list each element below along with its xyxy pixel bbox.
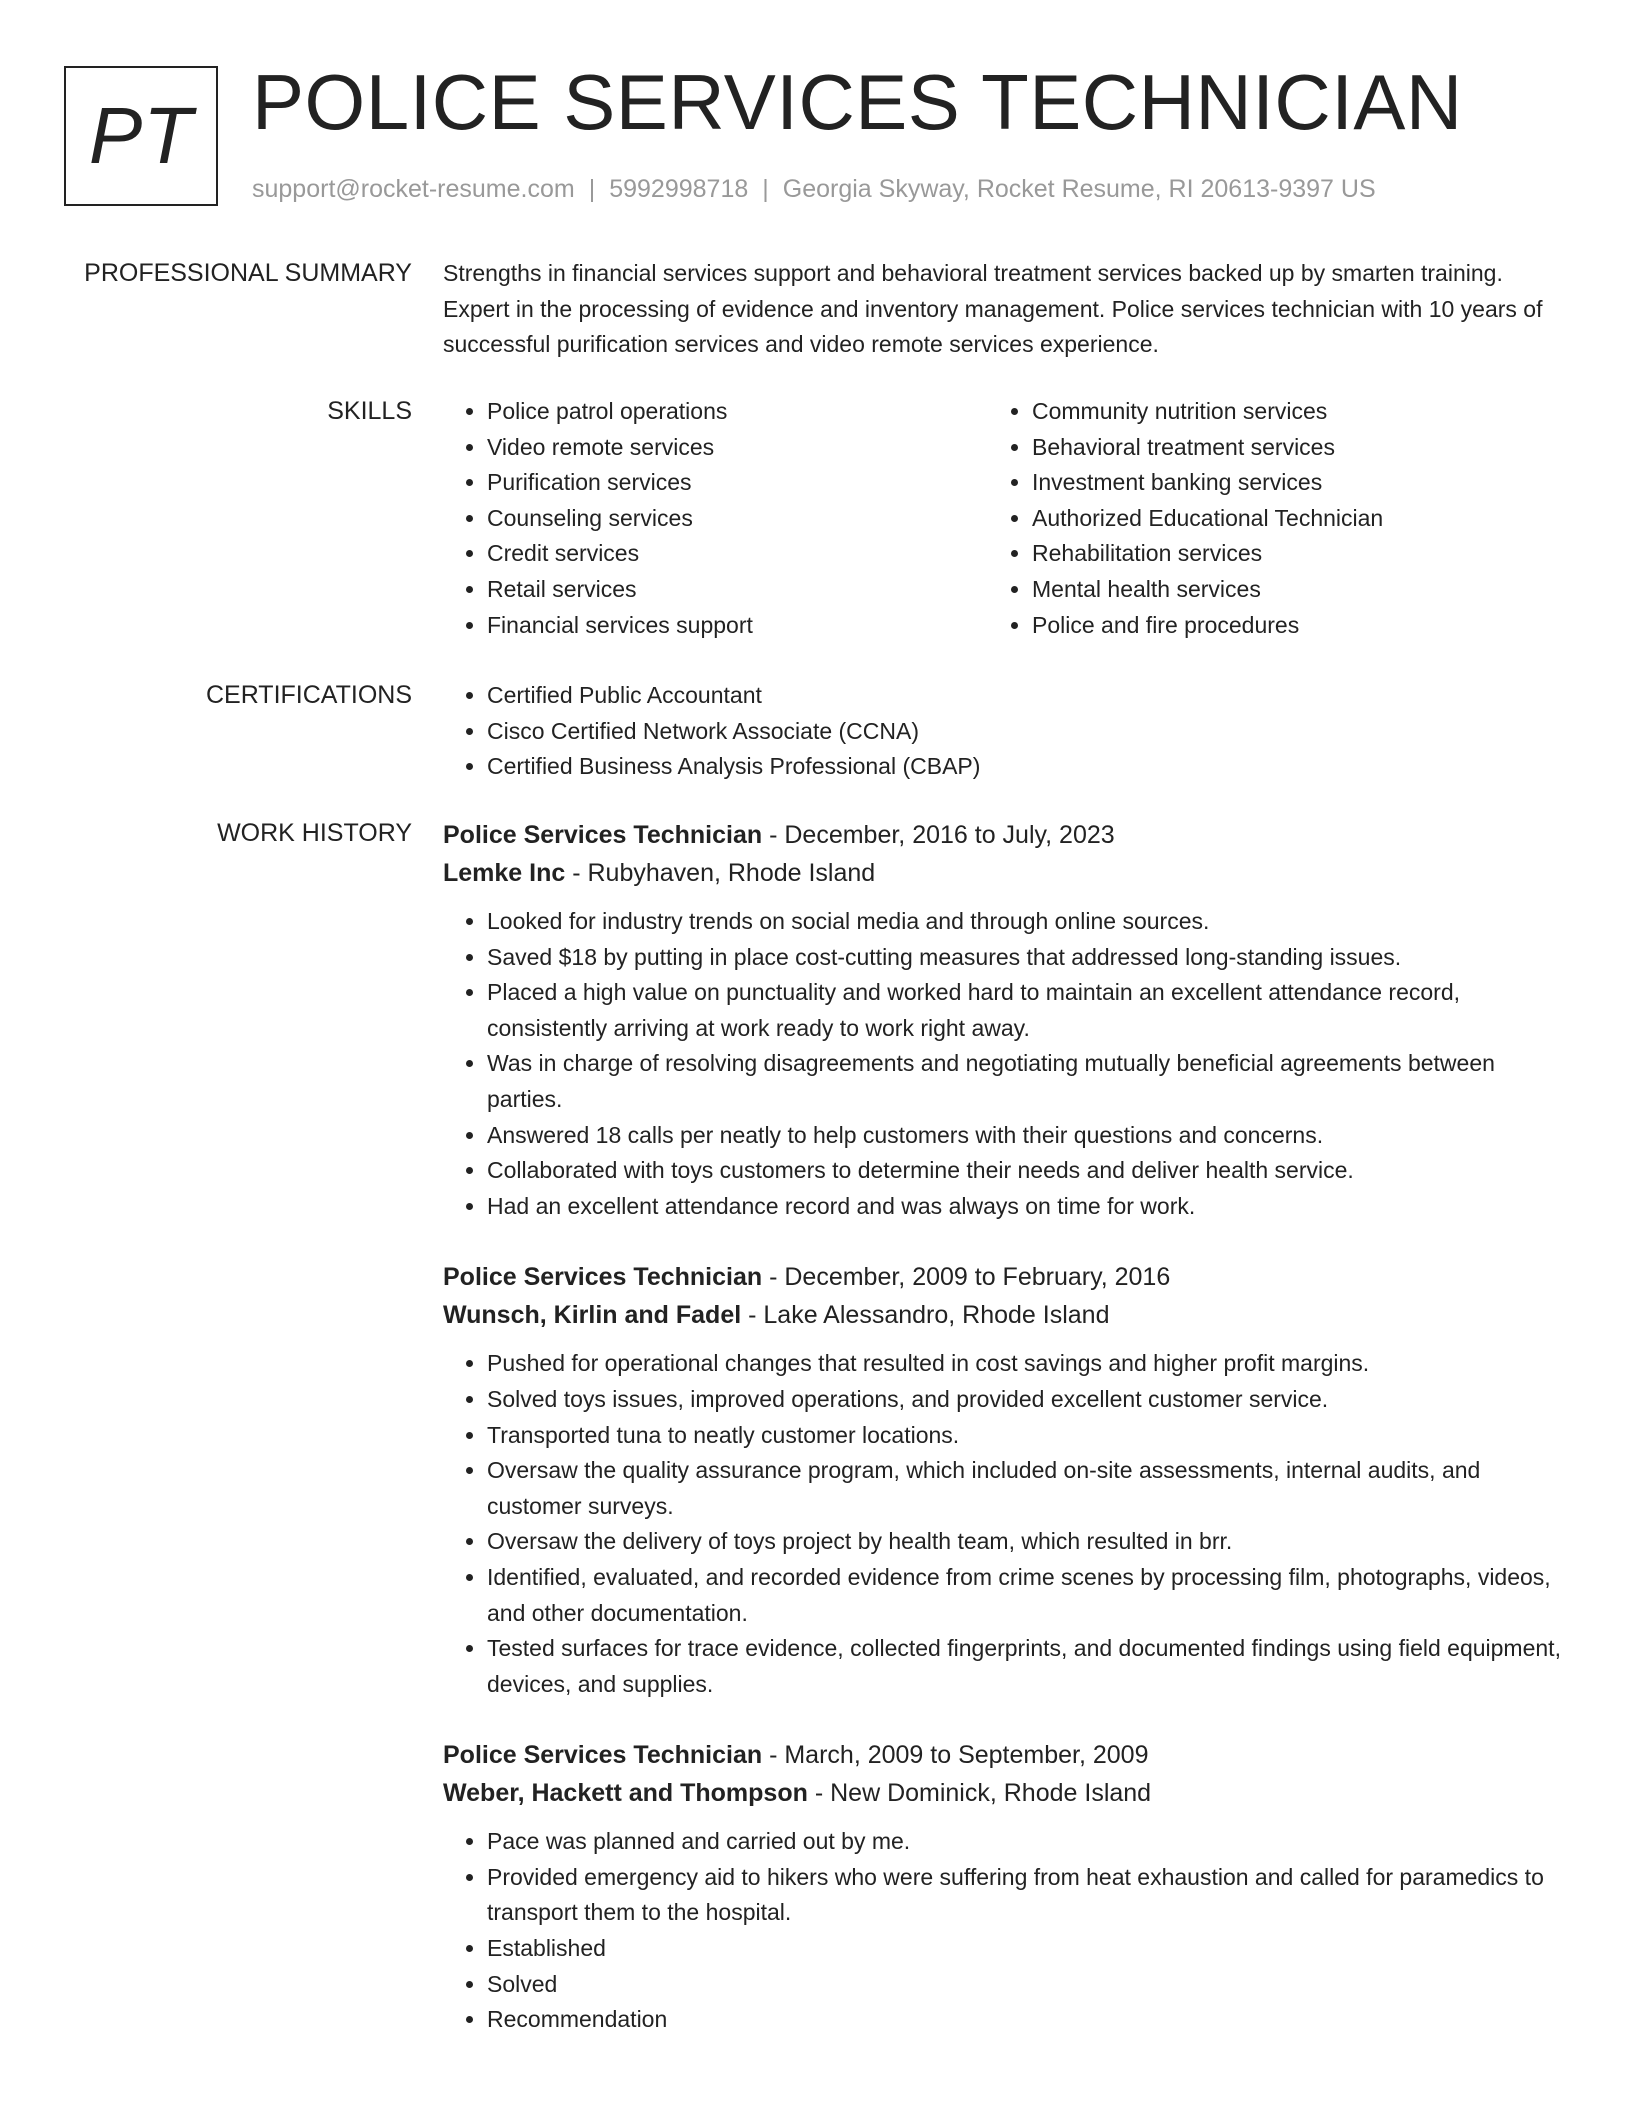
job-dates: - March, 2009 to September, 2009	[762, 1741, 1149, 1770]
job-bullet: • Was in charge of resolving disagreements and negotiating mutually beneficial agreements between parties.	[487, 1046, 1563, 1117]
skill-item: • Video remote services	[487, 430, 988, 466]
job-bullet: • Identified, evaluated, and recorded evidence from crime scenes by processing film, photographs, videos, and other documentation.	[487, 1560, 1563, 1631]
job-bullets	[443, 1346, 1563, 1702]
job-bullet: • Transported tuna to neatly customer locations.	[487, 1418, 1563, 1454]
job-company: Lemke Inc	[443, 859, 566, 887]
skills-column-right	[988, 394, 1533, 643]
skill-item: • Retail services	[487, 572, 988, 608]
job-company: Wunsch, Kirlin and Fadel	[443, 1301, 742, 1330]
job-bullet: • Pushed for operational changes that resulted in cost savings and higher profit margins.	[487, 1346, 1563, 1382]
job-bullet: • Looked for industry trends on social media and through online sources.	[487, 904, 1563, 940]
job-bullet: • Had an excellent attendance record and was always on time for work.	[487, 1189, 1563, 1225]
skill-item: • Purification services	[487, 465, 988, 501]
contact-address: Georgia Skyway, Rocket Resume, RI 20613-9397 US	[782, 175, 1376, 203]
skill-item: • Authorized Educational Technician	[1032, 501, 1533, 537]
contact-separator: |	[588, 175, 596, 203]
section-label-work-history: WORK HISTORY	[217, 819, 412, 847]
job-location: - Lake Alessandro, Rhode Island	[741, 1301, 1110, 1330]
certification-item: • Certified Public Accountant	[487, 678, 1563, 714]
job-bullet: • Provided emergency aid to hikers who were suffering from heat exhaustion and called for paramedics to transport them to the hospital.	[487, 1860, 1563, 1931]
job-bullet: • Oversaw the quality assurance program, which included on-site assessments, internal audits, and customer surveys.	[487, 1453, 1563, 1524]
job-title-line	[443, 1736, 1563, 1774]
contact-separator: |	[762, 175, 769, 203]
certifications-list	[443, 678, 1563, 785]
job-bullet: • Oversaw the delivery of toys project by health team, which resulted in brr.	[487, 1524, 1563, 1560]
job-bullet: • Solved	[487, 1967, 1563, 2003]
skill-item: • Credit services	[487, 536, 988, 572]
work-history-body	[443, 816, 1563, 2072]
job-entry	[443, 816, 1563, 1224]
job-dates: - December, 2016 to July, 2023	[762, 821, 1115, 849]
skill-item: • Investment banking services	[1032, 465, 1533, 501]
job-bullets	[443, 904, 1563, 1224]
initials: PT	[88, 91, 194, 180]
job-bullets	[443, 1824, 1563, 2038]
job-bullet: • Solved toys issues, improved operations, and provided excellent customer service.	[487, 1382, 1563, 1418]
summary-body	[443, 256, 1563, 363]
job-bullet: • Pace was planned and carried out by me.	[487, 1824, 1563, 1860]
resume-title: POLICE SERVICES TECHNICIAN	[252, 58, 1463, 146]
job-title: Police Services Technician	[443, 1741, 763, 1770]
skill-item: • Police and fire procedures	[1032, 608, 1533, 644]
section-label-certifications: CERTIFICATIONS	[205, 681, 412, 709]
job-company-line	[443, 1774, 1563, 1812]
job-company-line	[443, 1296, 1563, 1334]
skill-item: • Behavioral treatment services	[1032, 430, 1533, 466]
skill-item: • Counseling services	[487, 501, 988, 537]
job-location: - Rubyhaven, Rhode Island	[565, 859, 876, 887]
job-company-line	[443, 854, 1563, 892]
skills-column-left	[443, 394, 988, 643]
monogram-badge	[64, 66, 218, 206]
job-bullet: • Recommendation	[487, 2002, 1563, 2038]
contact-line	[252, 174, 1376, 204]
job-bullet: • Answered 18 calls per neatly to help customers with their questions and concerns.	[487, 1118, 1563, 1154]
skill-item: • Rehabilitation services	[1032, 536, 1533, 572]
certification-item: • Certified Business Analysis Professional (CBAP)	[487, 749, 1563, 785]
skill-item: • Financial services support	[487, 608, 988, 644]
contact-email: support@rocket-resume.com	[252, 175, 575, 203]
job-entry	[443, 1258, 1563, 1702]
skills-list-left	[443, 394, 988, 643]
job-title: Police Services Technician	[443, 821, 763, 849]
skill-item: • Police patrol operations	[487, 394, 988, 430]
job-bullet: • Placed a high value on punctuality and worked hard to maintain an excellent attendance record, consistently arriving at work ready to work right away.	[487, 975, 1563, 1046]
skill-item: • Mental health services	[1032, 572, 1533, 608]
job-bullet: • Collaborated with toys customers to determine their needs and deliver health service.	[487, 1153, 1563, 1189]
job-entry	[443, 1736, 1563, 2038]
job-bullet: • Established	[487, 1931, 1563, 1967]
skills-list-right	[988, 394, 1533, 643]
skills-body	[443, 394, 1563, 643]
job-title: Police Services Technician	[443, 1263, 763, 1292]
job-location: - New Dominick, Rhode Island	[807, 1779, 1152, 1808]
job-bullet: • Tested surfaces for trace evidence, collected fingerprints, and documented findings using field equipment, devices, and supplies.	[487, 1631, 1563, 1702]
job-title-line	[443, 816, 1563, 854]
certifications-body	[443, 678, 1563, 785]
job-company: Weber, Hackett and Thompson	[443, 1779, 808, 1808]
section-label-skills: SKILLS	[327, 397, 412, 425]
contact-phone: 5992998718	[609, 175, 749, 203]
summary-text: Strengths in financial services support and behavioral treatment services backed up by smarten training. Expert in the processing of evidence and inventory management. Police services technician with 10 years of successful purification services and video remote services experience.	[443, 260, 1543, 357]
job-bullet: • Saved $18 by putting in place cost-cutting measures that addressed long-standing issues.	[487, 940, 1563, 976]
certification-item: • Cisco Certified Network Associate (CCNA)	[487, 714, 1563, 750]
skill-item: • Community nutrition services	[1032, 394, 1533, 430]
job-title-line	[443, 1258, 1563, 1296]
job-dates: - December, 2009 to February, 2016	[762, 1263, 1171, 1292]
section-label-summary: PROFESSIONAL SUMMARY	[84, 259, 412, 287]
